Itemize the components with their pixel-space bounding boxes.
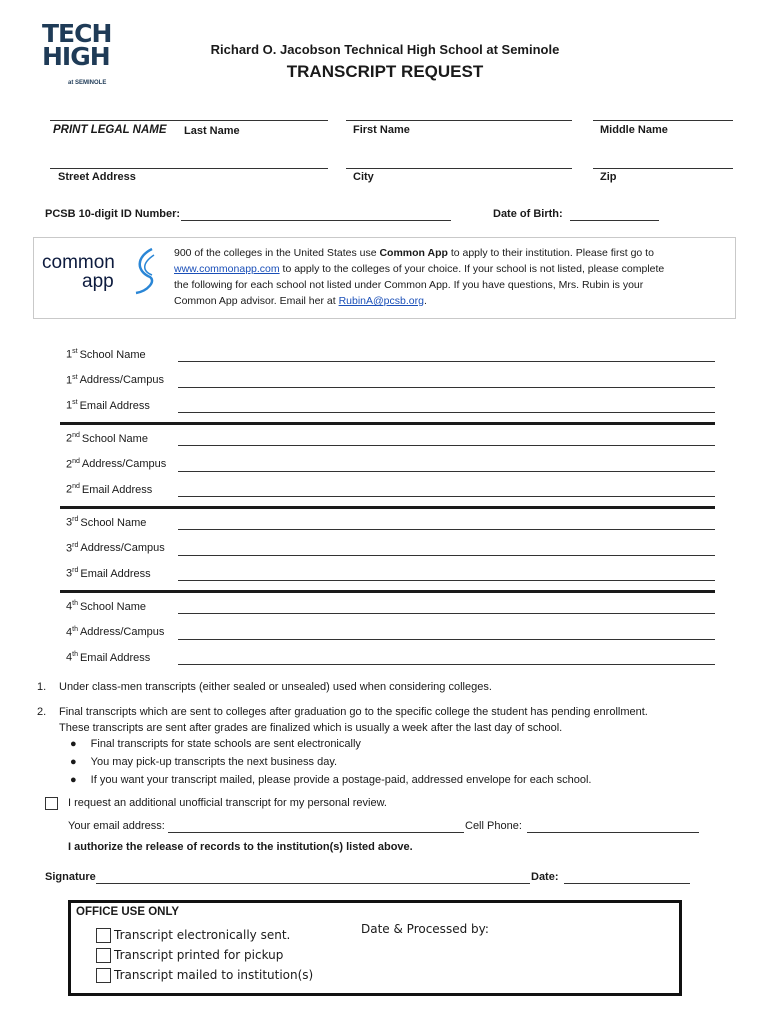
school-ordinal-suffix: th: [72, 625, 78, 633]
city-label: City: [353, 171, 374, 183]
pcsb-id-label: PCSB 10-digit ID Number:: [45, 208, 181, 220]
ca-text-d: to apply to the colleges of your choice. If your school is not listed, please complete: [279, 263, 665, 275]
note-2-number: 2.: [37, 706, 47, 718]
school-4-email-input-line[interactable]: [178, 664, 715, 665]
school-3-name-input-line[interactable]: [178, 529, 715, 530]
unofficial-transcript-checkbox[interactable]: [45, 797, 58, 810]
school-2-name-input-line[interactable]: [178, 445, 715, 446]
common-app-logo: [42, 253, 115, 291]
note-2-text: [59, 704, 759, 736]
signature-input-line[interactable]: [96, 882, 530, 884]
bullet-icon: ●: [70, 756, 77, 768]
school-ordinal-suffix: rd: [72, 516, 79, 523]
first-name-top-line: [346, 119, 572, 121]
school-3-address-input-line[interactable]: [178, 555, 715, 556]
office-item-label: Transcript printed for pickup: [114, 948, 284, 962]
school-ordinal: 2: [66, 432, 73, 445]
school-field-text: Email Address: [79, 651, 151, 664]
ca-text-f: Common App advisor. Email her at: [174, 295, 339, 307]
school-ordinal-suffix: th: [72, 600, 78, 607]
school-3-address-label: [66, 542, 165, 555]
school-2-email-input-line[interactable]: [178, 496, 715, 497]
school-1-address-input-line[interactable]: [178, 387, 715, 388]
bullet-item: Final transcripts for state schools are sent electronically: [90, 738, 361, 750]
school-2-address-label: [66, 458, 166, 471]
signature-label: Signature: [45, 871, 96, 883]
zip-label: Zip: [600, 171, 617, 183]
common-app-info: [174, 245, 730, 309]
school-ordinal-suffix: nd: [72, 483, 80, 490]
school-ordinal: 4: [66, 626, 73, 639]
middle-name-label: Middle Name: [600, 124, 668, 136]
school-4-name-input-line[interactable]: [178, 613, 715, 614]
office-use-title: OFFICE USE ONLY: [76, 906, 180, 918]
school-ordinal: 3: [66, 567, 73, 580]
school-4-name-label: [66, 600, 146, 613]
school-field-text: Address/Campus: [80, 542, 165, 555]
note-1-text: Under class-men transcripts (either sealed or unsealed) used when considering colleges.: [59, 681, 492, 693]
bullet-icon: ●: [70, 774, 77, 786]
school-3-email-input-line[interactable]: [178, 580, 715, 581]
school-1-email-label: [66, 399, 150, 412]
school-ordinal: 3: [66, 542, 73, 555]
ca-text-g: .: [423, 295, 427, 307]
note-2-line1: Final transcripts which are sent to colleges after graduation go to the specific college the student has pending enrollment.: [59, 706, 648, 718]
school-4-email-label: [66, 651, 150, 664]
school-ordinal-suffix: th: [72, 651, 78, 658]
middle-name-top-line: [593, 119, 733, 121]
school-name: Richard O. Jacobson Technical High School at Seminole: [210, 42, 560, 57]
school-ordinal: 1: [66, 399, 73, 412]
office-checkbox-mailed[interactable]: [96, 968, 111, 983]
dob-label: Date of Birth:: [493, 208, 563, 220]
school-ordinal: 2: [66, 483, 73, 496]
first-name-label: First Name: [353, 124, 410, 136]
school-ordinal: 4: [66, 600, 73, 613]
school-1-address-label: [66, 374, 164, 387]
school-field-text: School Name: [81, 432, 148, 445]
office-item-label: Transcript mailed to institution(s): [114, 968, 314, 982]
note-1-number: 1.: [37, 681, 47, 693]
street-address-label: Street Address: [58, 171, 136, 183]
office-item-list: [96, 925, 313, 985]
email-address-label: Your email address:: [68, 820, 165, 832]
school-separator: [60, 506, 715, 509]
form-title: TRANSCRIPT REQUEST: [286, 62, 484, 81]
school-separator: [60, 422, 715, 425]
school-ordinal-suffix: nd: [72, 457, 80, 465]
unofficial-transcript-label: I request an additional unofficial transcript for my personal review.: [68, 797, 387, 809]
logo-tech-text: TECH: [42, 19, 112, 48]
cell-phone-label: Cell Phone:: [465, 820, 522, 832]
school-1-name-input-line[interactable]: [178, 361, 715, 362]
school-2-email-label: [66, 483, 152, 496]
dob-input-line[interactable]: [570, 219, 659, 221]
school-ordinal-suffix: st: [72, 399, 78, 406]
ca-text-bold: Common App: [379, 247, 448, 259]
ca-text-c: to apply to their institution. Please first go to: [447, 247, 654, 259]
date-processed-label: Date & Processed by:: [361, 922, 489, 936]
school-2-address-input-line[interactable]: [178, 471, 715, 472]
school-ordinal-suffix: st: [72, 348, 78, 355]
school-1-name-label: [66, 348, 146, 361]
common-app-logo-word1: common: [42, 252, 115, 273]
bullet-item: You may pick-up transcripts the next business day.: [90, 756, 338, 768]
school-ordinal-suffix: rd: [72, 567, 79, 574]
bullet-list: [70, 738, 591, 792]
rubin-email-link[interactable]: RubinA@pcsb.org: [338, 295, 424, 307]
city-input-line[interactable]: [346, 167, 572, 169]
logo-sub-text: at SEMINOLE: [68, 80, 107, 86]
school-4-address-label: [66, 626, 164, 639]
ca-text-a: 900 of the colleges in the United States use: [174, 247, 380, 259]
logo-high-text: HIGH: [42, 42, 110, 71]
school-field-text: Email Address: [79, 399, 150, 412]
last-name-label: Last Name: [184, 125, 240, 137]
school-ordinal: 1: [66, 374, 73, 387]
zip-input-line[interactable]: [593, 167, 733, 169]
school-1-email-input-line[interactable]: [178, 412, 715, 413]
street-input-line[interactable]: [50, 167, 328, 169]
school-ordinal: 2: [66, 458, 73, 471]
ca-text-e: the following for each school not listed under Common App. If you have questions, Mrs. Rubin is your: [174, 279, 644, 291]
office-checkbox-electronic[interactable]: [96, 928, 111, 943]
common-app-logo-word2: app: [82, 271, 114, 292]
school-ordinal-suffix: st: [72, 373, 78, 381]
authorization-statement: I authorize the release of records to the institution(s) listed above.: [68, 841, 413, 853]
school-4-address-input-line[interactable]: [178, 639, 715, 640]
school-3-name-label: [66, 516, 146, 529]
pcsb-id-input-line[interactable]: [181, 219, 451, 221]
school-ordinal: 4: [66, 651, 73, 664]
school-ordinal-suffix: nd: [72, 432, 80, 439]
school-2-name-label: [66, 432, 148, 445]
school-field-text: School Name: [79, 600, 147, 613]
school-field-text: Address/Campus: [79, 374, 164, 387]
school-ordinal-suffix: rd: [72, 541, 79, 549]
school-field-text: School Name: [79, 348, 146, 361]
office-item-label: Transcript electronically sent.: [114, 928, 291, 942]
commonapp-link[interactable]: www.commonapp.com: [174, 263, 280, 275]
school-3-email-label: [66, 567, 151, 580]
print-legal-name-label: PRINT LEGAL NAME: [53, 124, 167, 136]
common-app-swoosh-icon: [130, 247, 158, 295]
note-2-line2: These transcripts are sent after grades are finalized which is usually a week after the last day of school.: [59, 722, 563, 734]
school-field-text: Email Address: [81, 483, 153, 496]
school-ordinal: 3: [66, 516, 73, 529]
cell-phone-input-line[interactable]: [527, 831, 699, 833]
school-field-text: Email Address: [80, 567, 151, 580]
date-input-line[interactable]: [564, 882, 690, 884]
office-checkbox-pickup[interactable]: [96, 948, 111, 963]
school-field-text: Address/Campus: [81, 458, 167, 471]
school-field-text: Address/Campus: [79, 626, 165, 639]
bullet-item: If you want your transcript mailed, please provide a postage-paid, addressed envelope for each school.: [90, 774, 592, 786]
email-address-input-line[interactable]: [168, 831, 464, 833]
school-field-text: School Name: [80, 516, 147, 529]
last-name-top-line: [50, 119, 328, 121]
school-ordinal: 1: [66, 348, 73, 361]
school-separator: [60, 590, 715, 593]
bullet-icon: ●: [70, 738, 77, 750]
date-label: Date:: [531, 871, 559, 883]
